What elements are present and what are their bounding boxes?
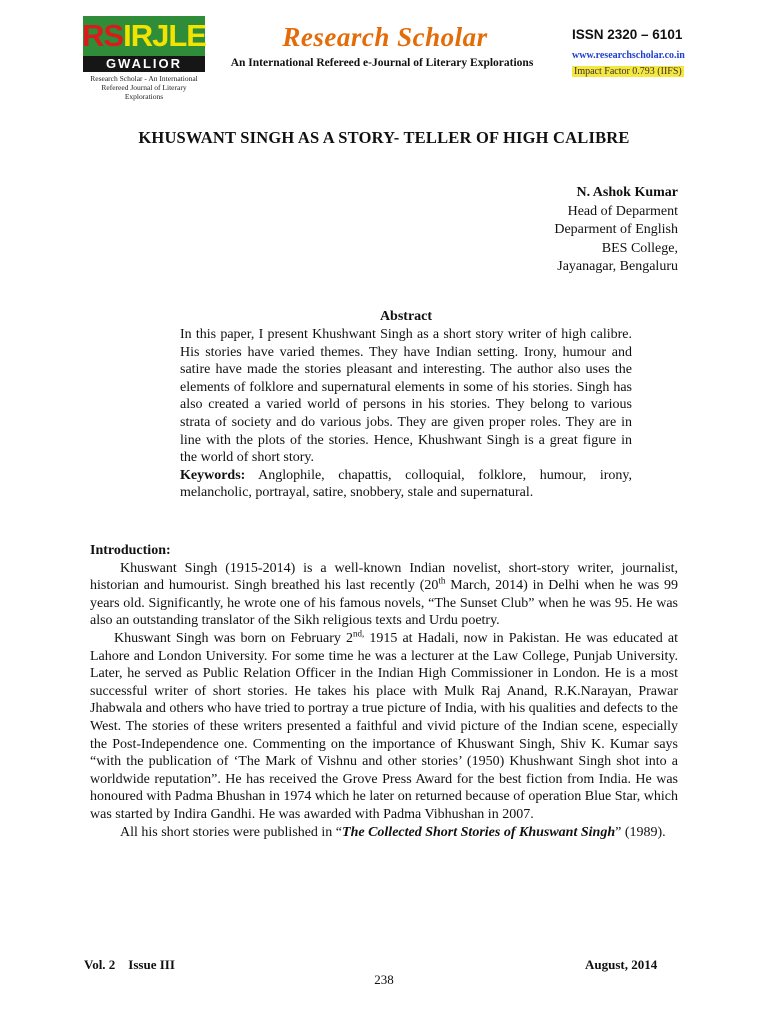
logo-letters (83, 16, 205, 56)
book-title: The Collected Short Stories of Khuswant Singh (342, 824, 616, 840)
journal-website-link[interactable]: www.researchscholar.co.in (572, 50, 685, 61)
paper-title: KHUSWANT SINGH AS A STORY- TELLER OF HIGH CALIBRE (138, 128, 630, 147)
footer-volume-issue: Vol. 2 Issue III (84, 957, 175, 972)
author-position: Head of Deparment (567, 203, 678, 219)
journal-subtitle: An International Refereed e-Journal of Literary Explorations (230, 57, 534, 69)
paragraph-1 (90, 560, 678, 630)
logo-letters-red: RS (82, 18, 124, 53)
keywords-text: Anglophile, chapattis, colloquial, folklore, humour, irony, melancholic, portrayal, satire, snobbery, stale and supernatural. (180, 467, 632, 501)
paragraph-1-text-b: March, 2014) in Delhi when he was 99 years old. Significantly, he wrote one of his famous novels, “The Sunset Club” when he was 95. He was also an outstanding translator of the Sikh religious texts and Urdu poetry. (90, 578, 678, 629)
paragraph-3 (90, 824, 678, 842)
paragraph-3-text-b: ” (1989). (615, 824, 666, 840)
logo-city: GWALIOR (83, 56, 205, 72)
logo-tagline-line1: Research Scholar - An International (90, 74, 198, 83)
paragraph-1-sup: th (438, 575, 446, 586)
footer-date: August, 2014 (585, 957, 658, 972)
paragraph-3-text-a: All his short stories were published in “ (120, 824, 343, 840)
impact-factor-badge: Impact Factor 0.793 (IIFS) (574, 66, 682, 77)
author-location: Jayanagar, Bengaluru (557, 259, 678, 274)
journal-logo (82, 16, 206, 101)
abstract-text: In this paper, I present Khushwant Singh as a short story writer of high calibre. His stories have varied themes. They have Indian setting. Irony, humour and satire have made the stories pleasant and interesting. The author also uses the elements of folklore and supernatural elements in some of his stories. Singh has also created a varied world of persons in his stories. They belong to various strata of society and do various jobs. They are given proper roles. They are in line with the plots of the stories. Hence, Khushwant Singh is a great figure in the world of short story. (180, 327, 632, 466)
paragraph-2 (90, 630, 678, 824)
keywords-line (180, 467, 632, 502)
paragraph-2-text-a: Khuswant Singh was born on February 2 (114, 630, 353, 646)
paragraph-1-text-a: Khuswant Singh (1915-2014) is a well-known Indian novelist, short-story writer, journalist, historian and humourist. Singh breathed his last recently (20 (90, 560, 678, 594)
abstract-heading: Abstract (379, 309, 433, 324)
logo-tagline-line2: Refereed Journal of Literary Explorations (101, 83, 187, 101)
issn-number: ISSN 2320 – 6101 (572, 27, 683, 42)
abstract-block (180, 326, 632, 502)
journal-title: Research Scholar (282, 22, 488, 52)
logo-tagline (83, 74, 205, 101)
page-number: 238 (374, 972, 394, 987)
paragraph-2-sup: nd, (353, 628, 365, 639)
introduction-heading: Introduction: (90, 543, 171, 558)
author-department: Deparment of English (554, 222, 678, 237)
author-college: BES College, (601, 240, 678, 256)
paragraph-2-text-b: 1915 at Hadali, now in Pakistan. He was educated at Lahore and London University. For some time he was a lecturer at the Law College, Punjab University. Later, he served as Public Relation Officer in the Indian High Commissioner in London. He is a most successful writer of short stories. He takes his place with Mulk Raj Anand, R.K.Narayan, Prawar Jhabwala and others who have tried to portray a true picture of India, with his qualities and defects to the West. The stories of these writers presented a faithful and vivid picture of the Indian scene, especially the Post-Independence one. Commenting on the importance of Khuswant Singh, Shiv K. Kumar says “with the publication of ‘The Mark of Vishnu and other stories’ (1950) Khushwant Singh shot into a worldwide reputation”. He has received the Grove Press Award for the best fiction from India. He was honoured with Padma Bhushan in 1974 which he later on returned because of operation Blue Star, which was started by Indira Gandhi. He was awarded with Padma Vibhushan in 2007. (90, 630, 679, 822)
author-block (554, 184, 678, 277)
keywords-label: Keywords: (180, 467, 246, 483)
logo-letters-yellow: IRJLE (123, 18, 206, 53)
body-text (90, 542, 678, 841)
author-name: N. Ashok Kumar (576, 185, 678, 200)
